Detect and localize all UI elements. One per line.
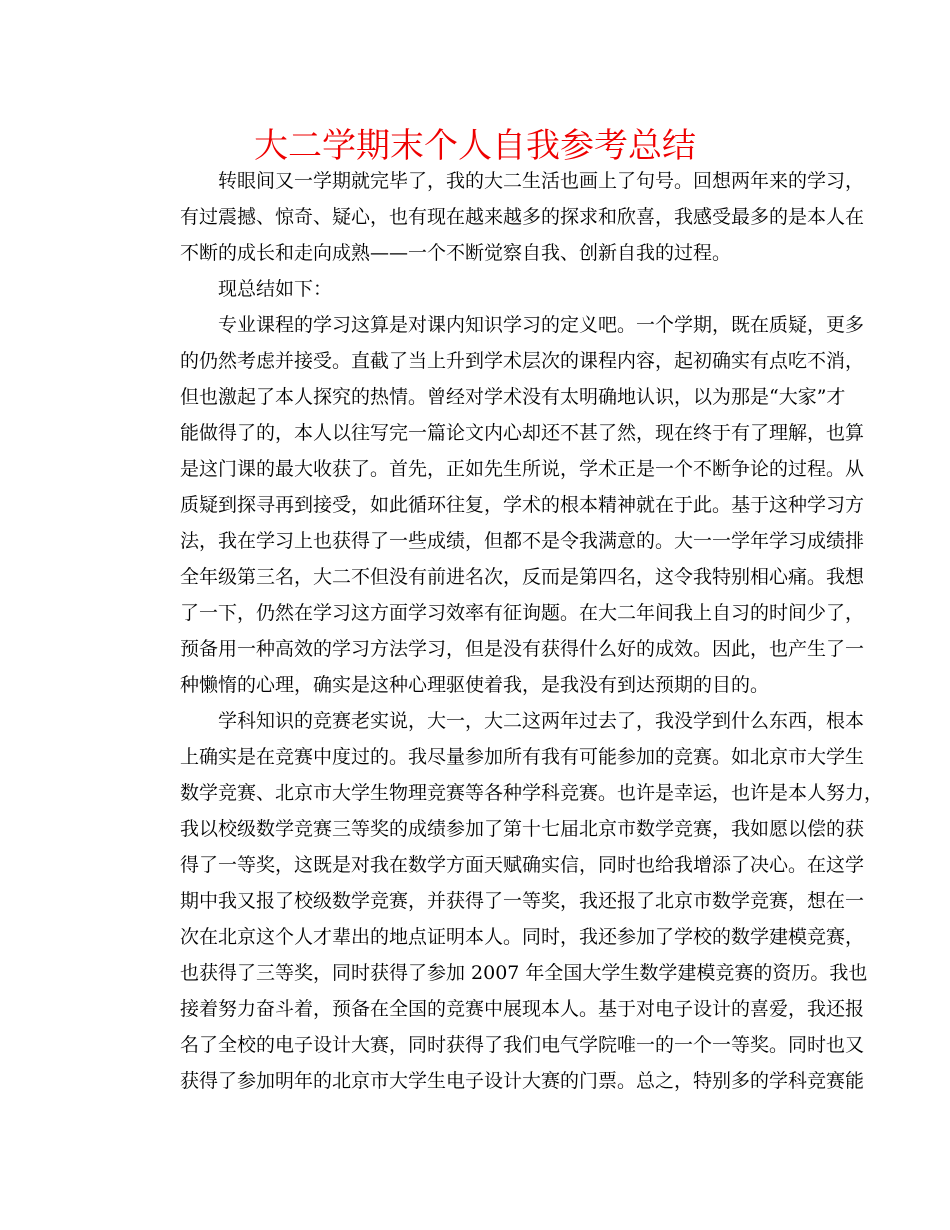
paragraph-intro <box>142 163 865 271</box>
text-line: 专业课程的学习这算是对课内知识学习的定义吧。一个学期，既在质疑，更多 <box>218 314 865 336</box>
text-line: 我以校级数学竞赛三等奖的成绩参加了第十七届北京市数学竞赛，我如愿以偿的获 <box>180 818 865 840</box>
text-line: 是这门课的最大收获了。首先，正如先生所说，学术正是一个不断争论的过程。从 <box>180 458 865 480</box>
text-line: 获得了参加明年的北京市大学生电子设计大赛的门票。总之，特别多的学科竞赛能 <box>180 1070 865 1092</box>
text-line: 法，我在学习上也获得了一些成绩，但都不是令我满意的。大一一学年学习成绩排 <box>180 530 865 552</box>
text-line: 数学竞赛、北京市大学生物理竞赛等各种学科竞赛。也许是幸运，也许是本人努力， <box>180 782 884 804</box>
text-line: 了一下，仍然在学习这方面学习效率有征询题。在大二年间我上自习的时间少了， <box>180 602 865 624</box>
text-line: 得了一等奖，这既是对我在数学方面天赋确实信，同时也给我增添了决心。在这学 <box>180 854 865 876</box>
paragraph-competitions <box>142 703 884 1099</box>
text-line: 名了全校的电子设计大赛，同时获得了我们电气学院唯一的一个一等奖。同时也又 <box>180 1034 865 1056</box>
text-line: 期中我又报了校级数学竞赛，并获得了一等奖，我还报了北京市数学竞赛，想在一 <box>180 890 865 912</box>
document-title: 大二学期末个人自我参考总结 <box>254 126 696 166</box>
paragraph-summary-lead <box>142 271 822 307</box>
text-line: 的仍然考虑并接受。直截了当上升到学术层次的课程内容，起初确实有点吃不消， <box>180 350 865 372</box>
text-line: 但也激起了本人探究的热情。曾经对学术没有太明确地认识，以为那是“大家”才 <box>180 386 846 408</box>
text-line: 质疑到探寻再到接受，如此循环往复，学术的根本精神就在于此。基于这种学习方 <box>180 494 865 516</box>
text-line: 预备用一种高效的学习方法学习，但是没有获得什么好的成效。因此，也产生了一 <box>180 638 865 660</box>
text-line: 学科知识的竞赛老实说，大一，大二这两年过去了，我没学到什么东西，根本 <box>218 710 865 732</box>
text-line: 现总结如下： <box>218 278 333 300</box>
text-line: 接着努力奋斗着，预备在全国的竞赛中展现本人。基于对电子设计的喜爱，我还报 <box>180 998 865 1020</box>
document-body <box>142 163 884 1099</box>
text-line: 转眼间又一学期就完毕了，我的大二生活也画上了句号。回想两年来的学习， <box>218 170 865 192</box>
text-line: 不断的成长和走向成熟——一个不断觉察自我、创新自我的过程。 <box>180 242 732 264</box>
text-line: 能做得了的，本人以往写完一篇论文内心却还不甚了然，现在终于有了理解，也算 <box>180 422 865 444</box>
paragraph-coursework <box>142 307 865 703</box>
text-line: 上确实是在竞赛中度过的。我尽量参加所有我有可能参加的竞赛。如北京市大学生 <box>180 746 865 768</box>
text-line: 也获得了三等奖，同时获得了参加 2007 年全国大学生数学建模竞赛的资历。我也 <box>180 962 868 984</box>
text-line: 种懒惰的心理，确实是这种心理驱使着我，是我没有到达预期的目的。 <box>180 674 770 696</box>
text-line: 全年级第三名，大二不但没有前进名次，反而是第四名，这令我特别相心痛。我想 <box>180 566 865 588</box>
text-line: 次在北京这个人才辈出的地点证明本人。同时，我还参加了学校的数学建模竞赛， <box>180 926 865 948</box>
text-line: 有过震撼、惊奇、疑心，也有现在越来越多的探求和欣喜，我感受最多的是本人在 <box>180 206 865 228</box>
